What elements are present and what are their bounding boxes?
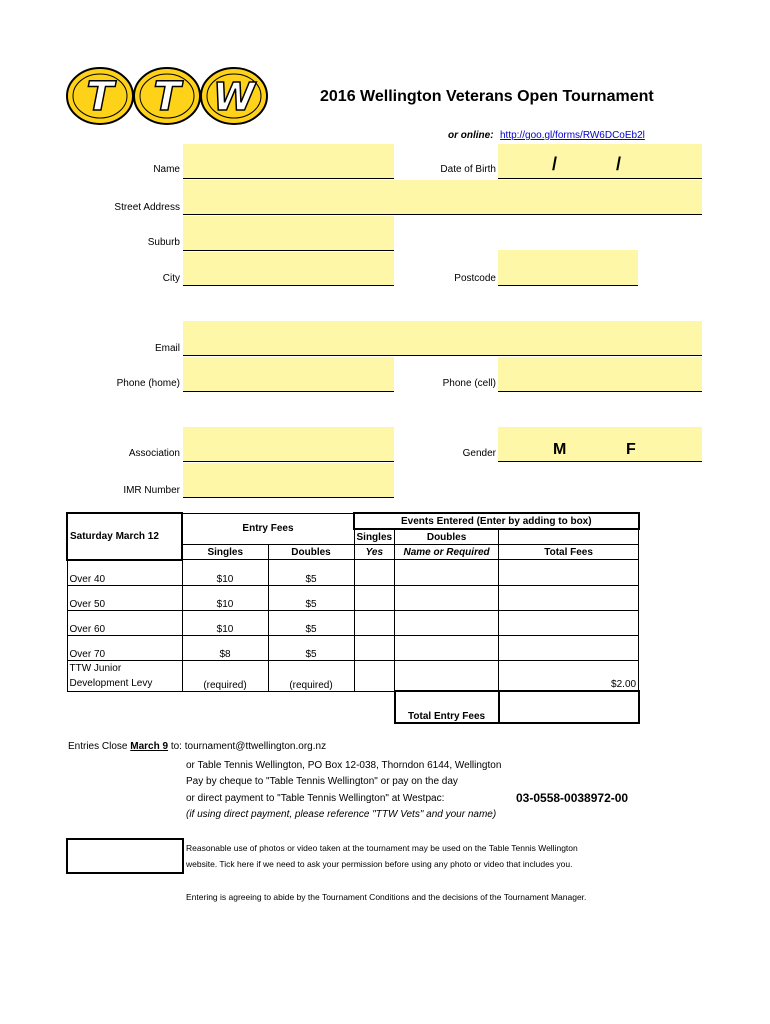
name-field[interactable] [183,144,394,179]
singles-fee-cell: $10 [182,560,268,586]
email-label: Email [154,343,180,354]
entries-address-line: or Table Tennis Wellington, PO Box 12-038, Thorndon 6144, Wellington [186,760,502,771]
city-field[interactable] [183,252,394,286]
singles-fee-cell: $8 [182,635,268,660]
singles-fee-cell: $10 [182,585,268,610]
levy-cell [67,660,182,691]
doubles-fee-header: Doubles [268,545,354,560]
ev-singles-header: Singles [354,529,395,545]
levy-total-cell: $2.00 [499,660,639,691]
table-row [67,660,639,691]
email-field[interactable] [183,321,702,356]
singles-fee-header: Singles [182,545,268,560]
table-row [67,585,639,610]
entries-close-line [68,741,326,752]
category-cell: Over 60 [67,610,182,635]
gender-m-option[interactable]: M [553,441,567,458]
photo-consent-line-1: Reasonable use of photos or video taken at the tournament may be used on the Table Tennis Wellington [186,843,578,853]
total-fee-cell[interactable] [499,635,639,660]
entries-reference-line: (if using direct payment, please reference "TTW Vets" and your name) [186,809,497,820]
online-form-link[interactable]: http://goo.gl/forms/RW6DCoEb2l [500,130,645,141]
phone-home-field[interactable] [183,357,394,392]
dob-separator-1: / [552,154,558,174]
imr-field[interactable] [183,463,394,498]
association-field[interactable] [183,427,394,462]
entries-close-prefix: Entries Close [68,741,128,752]
association-label: Association [128,448,180,459]
postcode-field[interactable] [498,250,638,286]
events-entered-header: Events Entered (Enter by adding to box) [354,513,639,529]
logo-letter-1: T [86,74,114,120]
page-title: 2016 Wellington Veterans Open Tournament [320,88,654,105]
total-entry-fees-label: Total Entry Fees [395,691,499,723]
gender-label: Gender [462,448,496,459]
bank-account-number: 03-0558-0038972-00 [516,791,629,805]
doubles-entry-cell[interactable] [395,610,499,635]
yes-header: Yes [354,545,395,560]
phone-cell-label: Phone (cell) [442,378,496,389]
entry-fees-table [66,512,640,724]
agreement-text: Entering is agreeing to abide by the Tournament Conditions and the decisions of the Tournament Manager. [186,892,587,902]
entries-direct-payment-line: or direct payment to "Table Tennis Wellington" at Westpac: [186,793,445,804]
city-label: City [162,273,180,284]
ttw-logo [66,66,270,126]
photo-consent-checkbox[interactable] [66,838,184,874]
suburb-label: Suburb [147,237,180,248]
total-fees-header: Total Fees [499,545,639,560]
category-cell: Over 50 [67,585,182,610]
logo-letter-3: W [213,75,255,119]
online-label: or online: [448,130,494,141]
singles-entry-cell[interactable] [354,635,395,660]
phone-cell-field[interactable] [498,357,702,392]
phone-home-label: Phone (home) [116,378,180,389]
total-entry-fees-field[interactable] [499,691,639,723]
category-cell: Over 70 [67,635,182,660]
table-row [67,635,639,660]
doubles-fee-cell: $5 [268,610,354,635]
suburb-field[interactable] [183,216,394,251]
levy-doubles-cell: (required) [268,660,354,691]
entries-close-date: March 9 [130,741,169,752]
levy-line-2: Development Levy [69,677,153,689]
day-header: Saturday March 12 [67,513,182,560]
table-row [67,610,639,635]
entries-cheque-line: Pay by cheque to "Table Tennis Wellington" or pay on the day [186,776,458,787]
entries-close-suffix: to: tournament@ttwellington.org.nz [170,741,327,752]
total-fee-cell[interactable] [499,585,639,610]
doubles-entry-cell[interactable] [395,585,499,610]
gender-f-option[interactable]: F [626,441,636,458]
entry-fees-header: Entry Fees [182,513,354,545]
photo-consent-line-2: website. Tick here if we need to ask your permission before using any photo or video that includes you. [186,859,573,869]
total-fee-cell[interactable] [499,610,639,635]
levy-line-1: TTW Junior [69,662,122,674]
doubles-entry-cell[interactable] [395,635,499,660]
imr-label: IMR Number [123,485,180,496]
gender-field[interactable] [498,427,702,462]
doubles-fee-cell: $5 [268,585,354,610]
name-label: Name [153,164,180,175]
levy-singles-cell: (required) [182,660,268,691]
singles-entry-cell[interactable] [354,585,395,610]
category-cell: Over 40 [67,560,182,586]
doubles-fee-cell: $5 [268,560,354,586]
singles-fee-cell: $10 [182,610,268,635]
street-field[interactable] [183,180,702,215]
street-label: Street Address [114,202,180,213]
dob-separator-2: / [616,154,622,174]
dob-label: Date of Birth [440,164,496,175]
postcode-label: Postcode [454,273,496,284]
doubles-entry-cell[interactable] [395,560,499,586]
ev-doubles-header: Doubles [395,529,499,545]
total-fee-cell[interactable] [499,560,639,586]
doubles-fee-cell: $5 [268,635,354,660]
singles-entry-cell[interactable] [354,560,395,586]
logo-letter-2: T [153,74,181,120]
name-or-required-header: Name or Required [395,545,499,560]
table-row [67,560,639,586]
singles-entry-cell[interactable] [354,610,395,635]
dob-field[interactable] [498,144,702,179]
